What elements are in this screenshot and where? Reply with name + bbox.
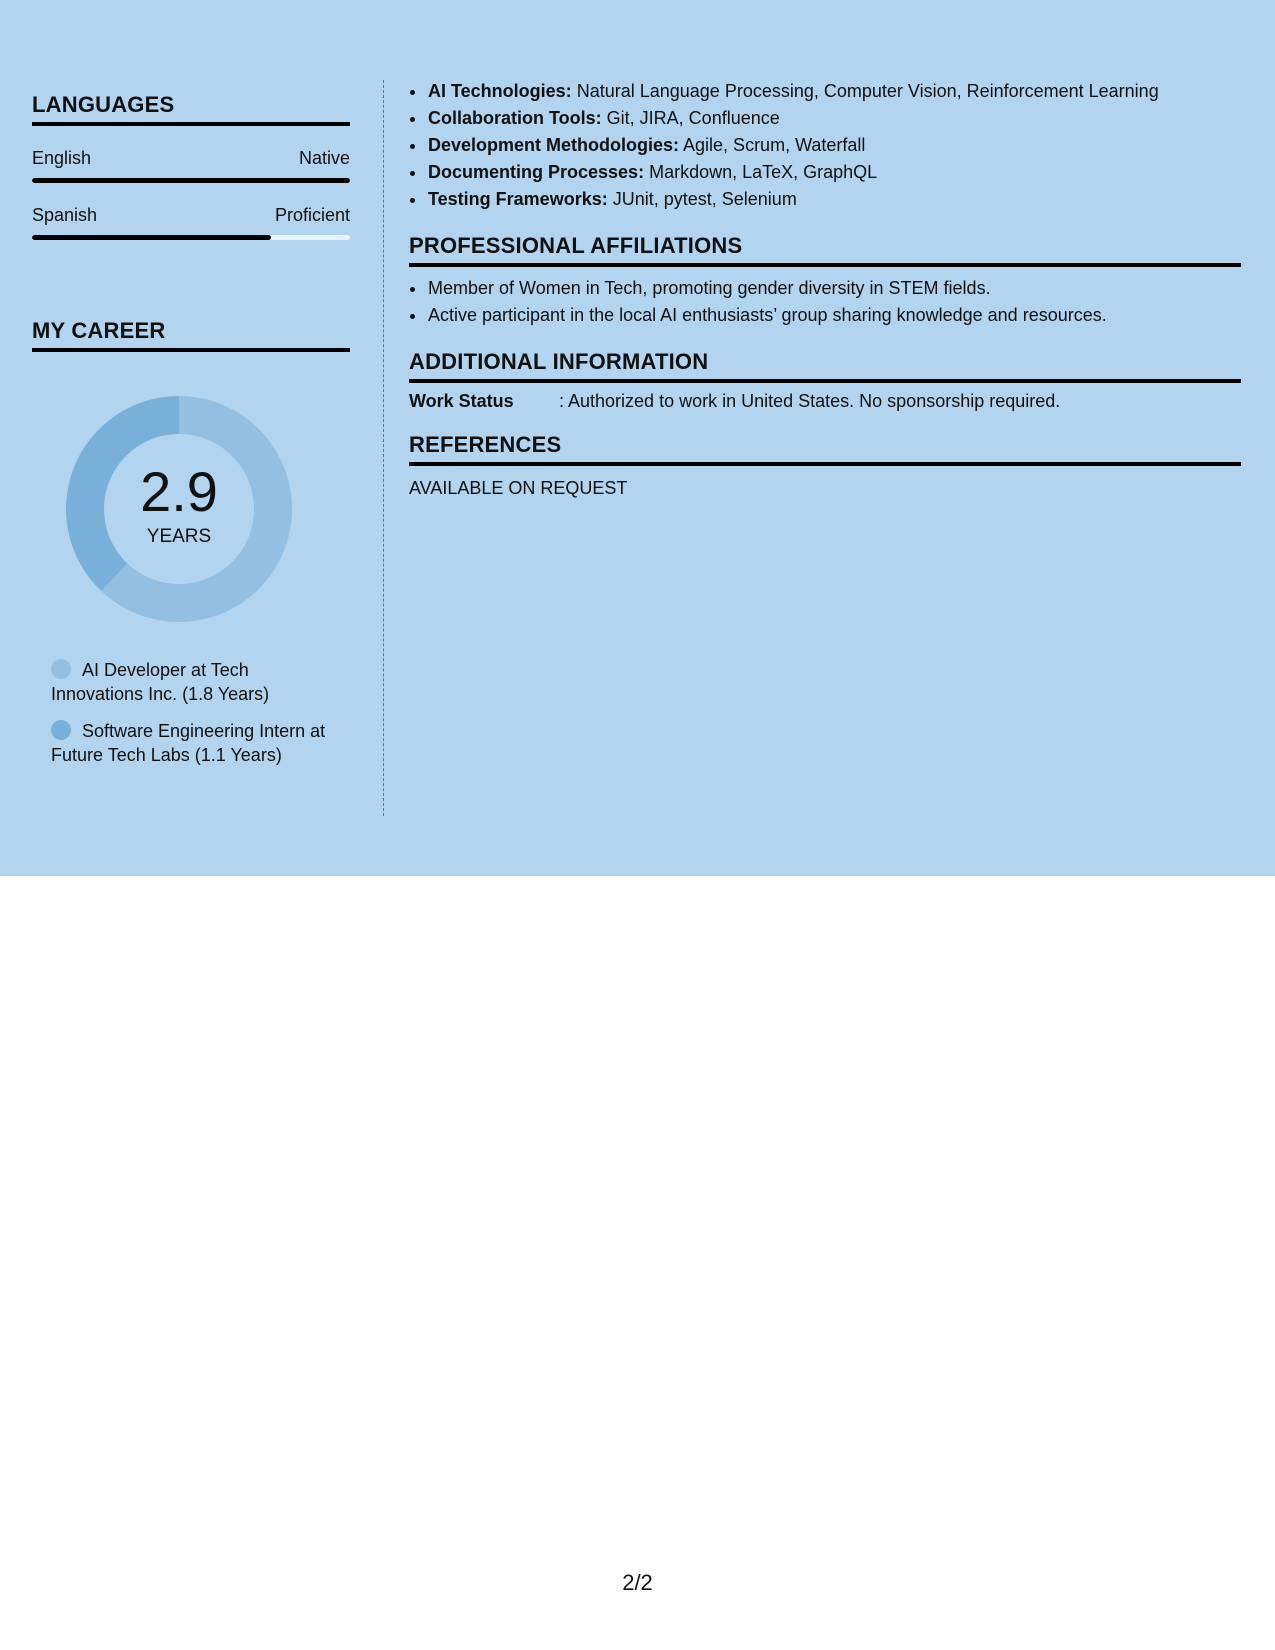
legend-item bbox=[51, 719, 336, 767]
skill-name: Development Methodologies: bbox=[428, 135, 680, 155]
language-level: Proficient bbox=[274, 205, 350, 225]
skill-name: AI Technologies: bbox=[428, 81, 572, 101]
list-item bbox=[427, 186, 1241, 213]
skill-name: Testing Frameworks: bbox=[428, 189, 608, 209]
skill-value: Markdown, LaTeX, GraphQL bbox=[649, 162, 878, 182]
legend-dot-icon bbox=[51, 720, 71, 740]
left-column bbox=[32, 92, 350, 780]
skills-list bbox=[409, 78, 1241, 213]
skill-name: Collaboration Tools: bbox=[428, 108, 602, 128]
page-number: 2/2 bbox=[622, 1570, 653, 1595]
affiliations-list bbox=[409, 275, 1241, 329]
work-status-row bbox=[409, 391, 1241, 412]
language-level-bar bbox=[32, 235, 350, 240]
language-name: English bbox=[32, 148, 92, 168]
language-item bbox=[32, 205, 350, 240]
additional-info-title: ADDITIONAL INFORMATION bbox=[409, 349, 1241, 383]
language-level-bar bbox=[32, 178, 350, 183]
legend-dot-icon bbox=[51, 659, 71, 679]
career-title: MY CAREER bbox=[32, 318, 350, 352]
list-item bbox=[427, 78, 1241, 105]
career-total-years: 2.9 bbox=[140, 460, 218, 523]
references-title: REFERENCES bbox=[409, 432, 1241, 466]
language-level-fill bbox=[32, 235, 271, 240]
column-divider bbox=[383, 80, 384, 816]
list-item: • Active participant in the local AI enthusiasts’ group sharing knowledge and resources. bbox=[427, 302, 1241, 329]
right-column bbox=[409, 78, 1241, 499]
work-status-value: : Authorized to work in United States. No sponsorship required. bbox=[559, 391, 1061, 411]
career-years-unit: YEARS bbox=[146, 526, 212, 547]
career-legend bbox=[32, 658, 350, 767]
skill-value: Agile, Scrum, Waterfall bbox=[683, 135, 866, 155]
language-level-fill bbox=[32, 178, 350, 183]
list-item: • Member of Women in Tech, promoting gender diversity in STEM fields. bbox=[427, 275, 1241, 302]
work-status-label: Work Status bbox=[409, 391, 514, 411]
legend-label: AI Developer at Tech Innovations Inc. (1.8 Years) bbox=[51, 660, 270, 704]
references-text: AVAILABLE ON REQUEST bbox=[409, 478, 628, 498]
language-name: Spanish bbox=[32, 205, 98, 225]
list-item bbox=[427, 159, 1241, 186]
career-donut-chart bbox=[66, 396, 292, 622]
languages-title: LANGUAGES bbox=[32, 92, 350, 126]
skill-value: Natural Language Processing, Computer Vision, Reinforcement Learning bbox=[576, 81, 1159, 101]
legend-item bbox=[51, 658, 336, 706]
legend-label: Software Engineering Intern at Future Tech Labs (1.1 Years) bbox=[51, 721, 326, 765]
language-item bbox=[32, 148, 350, 183]
skill-name: Documenting Processes: bbox=[428, 162, 645, 182]
list-item bbox=[427, 105, 1241, 132]
list-item bbox=[427, 132, 1241, 159]
skill-value: Git, JIRA, Confluence bbox=[606, 108, 780, 128]
language-level: Native bbox=[298, 148, 350, 168]
affiliations-title: PROFESSIONAL AFFILIATIONS bbox=[409, 233, 1241, 267]
skill-value: JUnit, pytest, Selenium bbox=[612, 189, 797, 209]
